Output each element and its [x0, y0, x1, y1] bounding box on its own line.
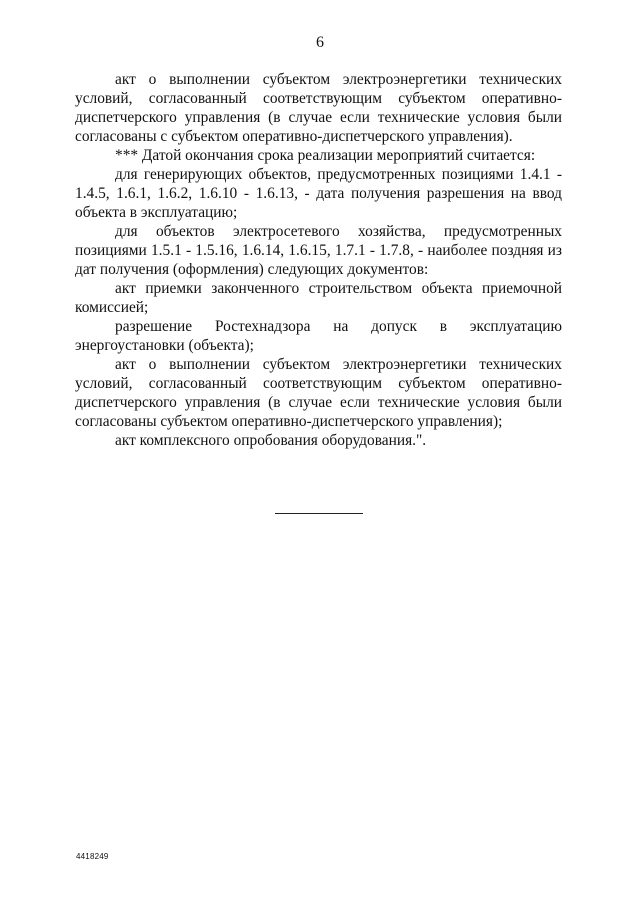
paragraph-act-technical-conditions: акт о выполнении субъектом электроэнергетики технических условий, согласованный соответствующим субъектом оперативно-диспетчерского управления (в случае если технические условия были согласованы с субъектом оперативно-диспетчерского управления). [75, 71, 562, 145]
page-number: 6 [316, 34, 324, 51]
paragraph-act-technical-conditions-2: акт о выполнении субъектом электроэнергетики технических условий, согласованный соответствующим субъектом оперативно-диспетчерского управления (в случае если технические условия были согласованы субъектом оперативно-диспетчерского управления); [75, 356, 562, 430]
paragraph-grid-objects: для объектов электросетевого хозяйства, предусмотренных позициями 1.5.1 - 1.5.16, 1.6.14, 1.6.15, 1.7.1 - 1.7.8, - наиболее поздняя из дат получения (оформления) следующих документов: [75, 223, 562, 278]
footer-document-code: 4418249 [76, 852, 109, 861]
document-body [75, 70, 562, 450]
paragraph-acceptance-act: акт приемки законченного строительством объекта приемочной комиссией; [75, 280, 562, 316]
end-divider-line [275, 513, 363, 514]
paragraph-generating-objects: для генерирующих объектов, предусмотренных позициями 1.4.1 - 1.4.5, 1.6.1, 1.6.2, 1.6.10 - 1.6.13, - дата получения разрешения на ввод объекта в эксплуатацию; [75, 166, 562, 221]
paragraph-rostekhnadzor-permit: разрешение Ростехнадзора на допуск в эксплуатацию энергоустановки (объекта); [75, 318, 562, 354]
paragraph-completion-date-note: *** Датой окончания срока реализации мероприятий считается: [115, 147, 536, 164]
paragraph-complex-testing-act: акт комплексного опробования оборудования.". [115, 432, 427, 449]
